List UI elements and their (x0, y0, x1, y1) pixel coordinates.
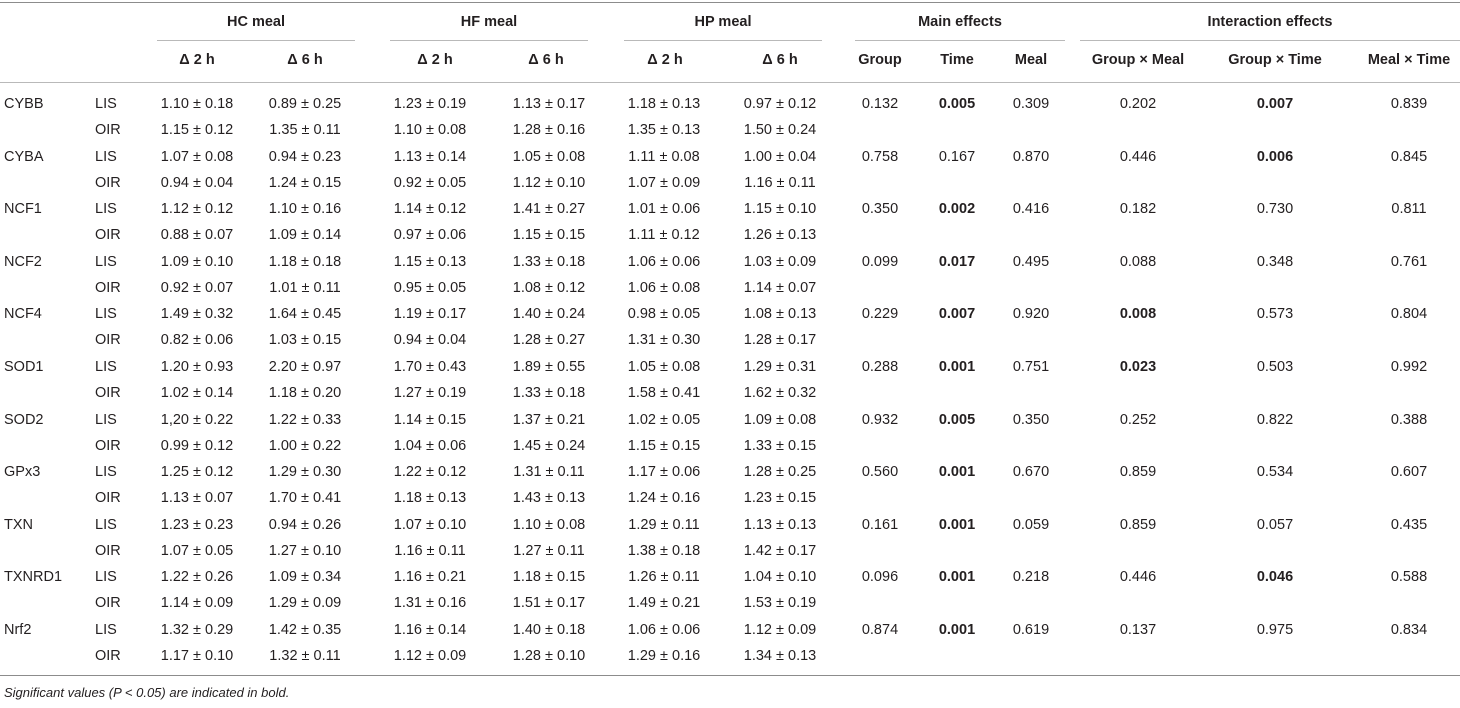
header-hp-delta-2h: Δ 2 h (647, 52, 683, 68)
p-value: 0.096 (861, 569, 899, 585)
oir-value: 1.28 ± 0.10 (512, 648, 586, 664)
p-value: 0.167 (938, 149, 976, 165)
lis-value: 1.41 ± 0.27 (512, 201, 586, 217)
oir-value: 1.62 ± 0.32 (743, 385, 817, 401)
lis-value: 1.19 ± 0.17 (393, 306, 467, 322)
oir-value: 1.35 ± 0.13 (627, 122, 701, 138)
lis-value: 1.15 ± 0.13 (393, 254, 467, 270)
oir-value: 1.23 ± 0.15 (743, 490, 817, 506)
oir-value: 0.88 ± 0.07 (160, 227, 234, 243)
oir-value: 0.92 ± 0.05 (393, 175, 467, 191)
lis-value: 1.26 ± 0.11 (628, 569, 700, 585)
lis-value: 1.13 ± 0.14 (393, 149, 467, 165)
gene-name: TXN (4, 517, 33, 533)
oir-value: 1.29 ± 0.16 (627, 648, 701, 664)
p-value: 0.859 (1119, 464, 1157, 480)
group-label-lis: LIS (95, 306, 117, 322)
oir-value: 1.29 ± 0.09 (268, 595, 342, 611)
oir-value: 1.06 ± 0.08 (627, 280, 701, 296)
lis-value: 2.20 ± 0.97 (268, 359, 342, 375)
lis-value: 1.40 ± 0.24 (512, 306, 586, 322)
oir-value: 1.38 ± 0.18 (627, 543, 701, 559)
p-value: 0.416 (1012, 201, 1050, 217)
oir-value: 1.13 ± 0.07 (160, 490, 234, 506)
oir-value: 1.07 ± 0.05 (160, 543, 234, 559)
lis-value: 1.18 ± 0.13 (627, 96, 701, 112)
gene-name: SOD2 (4, 412, 44, 428)
lis-value: 1.33 ± 0.18 (512, 254, 586, 270)
oir-value: 1.35 ± 0.11 (269, 122, 341, 138)
lis-value: 1.16 ± 0.21 (393, 569, 467, 585)
p-value: 0.005 (938, 96, 976, 112)
oir-value: 1.28 ± 0.17 (743, 332, 817, 348)
group-label-lis: LIS (95, 149, 117, 165)
group-label-oir: OIR (95, 280, 121, 296)
group-label-lis: LIS (95, 622, 117, 638)
group-label-lis: LIS (95, 201, 117, 217)
oir-value: 1.04 ± 0.06 (393, 438, 467, 454)
oir-value: 1.18 ± 0.13 (393, 490, 467, 506)
footnote: Significant values (P < 0.05) are indicated in bold. (4, 685, 290, 700)
oir-value: 1.00 ± 0.22 (268, 438, 342, 454)
p-value: 0.001 (938, 569, 976, 585)
lis-value: 1.70 ± 0.43 (393, 359, 467, 375)
oir-value: 1.58 ± 0.41 (627, 385, 701, 401)
p-value: 0.252 (1119, 412, 1157, 428)
p-value: 0.001 (938, 359, 976, 375)
oir-value: 1.24 ± 0.16 (627, 490, 701, 506)
p-value: 0.804 (1390, 306, 1428, 322)
gene-name: NCF1 (4, 201, 42, 217)
oir-value: 1.53 ± 0.19 (743, 595, 817, 611)
oir-value: 1.50 ± 0.24 (743, 122, 817, 138)
p-value: 0.229 (861, 306, 899, 322)
lis-value: 1.14 ± 0.15 (393, 412, 467, 428)
lis-value: 1.03 ± 0.09 (743, 254, 817, 270)
p-value: 0.099 (861, 254, 899, 270)
oir-value: 1.32 ± 0.11 (269, 648, 341, 664)
oir-value: 1.27 ± 0.11 (513, 543, 585, 559)
lis-value: 1.15 ± 0.10 (743, 201, 817, 217)
oir-value: 1.28 ± 0.27 (512, 332, 586, 348)
lis-value: 1.06 ± 0.06 (627, 622, 701, 638)
p-value: 0.874 (861, 622, 899, 638)
group-label-oir: OIR (95, 595, 121, 611)
p-value: 0.309 (1012, 96, 1050, 112)
table-top-rule (0, 2, 1460, 3)
group-label-oir: OIR (95, 543, 121, 559)
gene-name: Nrf2 (4, 622, 32, 638)
header-bottom-rule (0, 82, 1460, 83)
group-label-oir: OIR (95, 438, 121, 454)
p-value: 0.560 (861, 464, 899, 480)
p-value: 0.218 (1012, 569, 1050, 585)
lis-value: 1.10 ± 0.18 (160, 96, 234, 112)
oir-value: 1.33 ± 0.15 (743, 438, 817, 454)
oir-value: 1.15 ± 0.15 (627, 438, 701, 454)
p-value: 0.588 (1390, 569, 1428, 585)
p-value: 0.845 (1390, 149, 1428, 165)
p-value: 0.350 (1012, 412, 1050, 428)
p-value: 0.751 (1012, 359, 1050, 375)
oir-value: 1.27 ± 0.19 (393, 385, 467, 401)
p-value: 0.503 (1256, 359, 1294, 375)
hc-meal-rule (157, 40, 355, 41)
lis-value: 1.07 ± 0.08 (160, 149, 234, 165)
gene-name: SOD1 (4, 359, 44, 375)
lis-value: 1.13 ± 0.13 (743, 517, 817, 533)
oir-value: 1.51 ± 0.17 (512, 595, 586, 611)
oir-value: 1.09 ± 0.14 (268, 227, 342, 243)
p-value: 0.006 (1256, 149, 1294, 165)
table-bottom-rule (0, 675, 1460, 676)
oir-value: 1.31 ± 0.30 (627, 332, 701, 348)
lis-value: 1.04 ± 0.10 (743, 569, 817, 585)
gene-name: NCF4 (4, 306, 42, 322)
p-value: 0.758 (861, 149, 899, 165)
p-value: 0.761 (1390, 254, 1428, 270)
lis-value: 1.05 ± 0.08 (512, 149, 586, 165)
hf-meal-rule (390, 40, 588, 41)
p-value: 0.088 (1119, 254, 1157, 270)
lis-value: 1.29 ± 0.31 (743, 359, 817, 375)
header-hp-delta-6h: Δ 6 h (762, 52, 798, 68)
lis-value: 1.10 ± 0.16 (268, 201, 342, 217)
lis-value: 1.01 ± 0.06 (627, 201, 701, 217)
lis-value: 1.29 ± 0.30 (268, 464, 342, 480)
header-group: Group (858, 52, 902, 68)
oir-value: 0.99 ± 0.12 (160, 438, 234, 454)
p-value: 0.834 (1390, 622, 1428, 638)
lis-value: 1.28 ± 0.25 (743, 464, 817, 480)
lis-value: 1.18 ± 0.15 (512, 569, 586, 585)
lis-value: 1.42 ± 0.35 (268, 622, 342, 638)
p-value: 0.001 (938, 464, 976, 480)
p-value: 0.137 (1119, 622, 1157, 638)
p-value: 0.046 (1256, 569, 1294, 585)
p-value: 0.348 (1256, 254, 1294, 270)
lis-value: 1.22 ± 0.33 (268, 412, 342, 428)
lis-value: 1.17 ± 0.06 (627, 464, 701, 480)
p-value: 0.001 (938, 622, 976, 638)
gene-name: TXNRD1 (4, 569, 63, 585)
p-value: 0.839 (1390, 96, 1428, 112)
header-hf-delta-6h: Δ 6 h (528, 52, 564, 68)
lis-value: 1.11 ± 0.08 (628, 149, 700, 165)
oir-value: 0.92 ± 0.07 (160, 280, 234, 296)
lis-value: 1.07 ± 0.10 (393, 517, 467, 533)
p-value: 0.822 (1256, 412, 1294, 428)
lis-value: 1.12 ± 0.12 (160, 201, 234, 217)
header-hf-delta-2h: Δ 2 h (417, 52, 453, 68)
p-value: 0.017 (938, 254, 976, 270)
oir-value: 1.15 ± 0.12 (160, 122, 234, 138)
p-value: 0.859 (1119, 517, 1157, 533)
oir-value: 1.15 ± 0.15 (512, 227, 586, 243)
p-value: 0.059 (1012, 517, 1050, 533)
lis-value: 1.09 ± 0.10 (160, 254, 234, 270)
gene-name: NCF2 (4, 254, 42, 270)
group-label-lis: LIS (95, 517, 117, 533)
lis-value: 1.16 ± 0.14 (393, 622, 467, 638)
lis-value: 1.89 ± 0.55 (512, 359, 586, 375)
p-value: 0.001 (938, 517, 976, 533)
p-value: 0.534 (1256, 464, 1294, 480)
oir-value: 1.12 ± 0.10 (512, 175, 586, 191)
p-value: 0.992 (1390, 359, 1428, 375)
header-main-effects: Main effects (918, 14, 1002, 30)
oir-value: 1.31 ± 0.16 (393, 595, 467, 611)
lis-value: 1.49 ± 0.32 (160, 306, 234, 322)
hp-meal-rule (624, 40, 822, 41)
p-value: 0.132 (861, 96, 899, 112)
p-value: 0.008 (1119, 306, 1157, 322)
p-value: 0.007 (938, 306, 976, 322)
group-label-lis: LIS (95, 359, 117, 375)
oir-value: 1.18 ± 0.20 (268, 385, 342, 401)
lis-value: 1.13 ± 0.17 (512, 96, 586, 112)
oir-value: 1.24 ± 0.15 (268, 175, 342, 191)
oir-value: 1.70 ± 0.41 (268, 490, 342, 506)
gene-name: CYBB (4, 96, 44, 112)
p-value: 0.495 (1012, 254, 1050, 270)
p-value: 0.619 (1012, 622, 1050, 638)
lis-value: 1.22 ± 0.12 (393, 464, 467, 480)
oir-value: 1.14 ± 0.09 (160, 595, 234, 611)
header-meal-x-time: Meal × Time (1367, 52, 1451, 68)
p-value: 0.202 (1119, 96, 1157, 112)
oir-value: 0.82 ± 0.06 (160, 332, 234, 348)
gene-name: CYBA (4, 149, 44, 165)
oir-value: 1.11 ± 0.12 (628, 227, 700, 243)
p-value: 0.388 (1390, 412, 1428, 428)
lis-value: 1.00 ± 0.04 (743, 149, 817, 165)
interaction-effects-rule (1080, 40, 1460, 41)
oir-value: 0.94 ± 0.04 (393, 332, 467, 348)
lis-value: 1.22 ± 0.26 (160, 569, 234, 585)
p-value: 0.182 (1119, 201, 1157, 217)
p-value: 0.870 (1012, 149, 1050, 165)
lis-value: 1.08 ± 0.13 (743, 306, 817, 322)
lis-value: 1.37 ± 0.21 (512, 412, 586, 428)
lis-value: 1.29 ± 0.11 (628, 517, 700, 533)
oir-value: 1.16 ± 0.11 (394, 543, 466, 559)
group-label-oir: OIR (95, 648, 121, 664)
oir-value: 1.33 ± 0.18 (512, 385, 586, 401)
p-value: 0.920 (1012, 306, 1050, 322)
group-label-lis: LIS (95, 412, 117, 428)
lis-value: 1.09 ± 0.08 (743, 412, 817, 428)
oir-value: 1.03 ± 0.15 (268, 332, 342, 348)
oir-value: 1.10 ± 0.08 (393, 122, 467, 138)
lis-value: 1.23 ± 0.19 (393, 96, 467, 112)
header-hc-delta-6h: Δ 6 h (287, 52, 323, 68)
oir-value: 1.12 ± 0.09 (393, 648, 467, 664)
group-label-oir: OIR (95, 385, 121, 401)
gene-name: GPx3 (4, 464, 41, 480)
lis-value: 1.31 ± 0.11 (513, 464, 585, 480)
p-value: 0.002 (938, 201, 976, 217)
header-hf-meal: HF meal (460, 14, 518, 30)
group-label-oir: OIR (95, 490, 121, 506)
lis-value: 1.18 ± 0.18 (268, 254, 342, 270)
p-value: 0.057 (1256, 517, 1294, 533)
lis-value: 0.89 ± 0.25 (268, 96, 342, 112)
lis-value: 1.20 ± 0.93 (160, 359, 234, 375)
header-hc-delta-2h: Δ 2 h (179, 52, 215, 68)
oir-value: 1.26 ± 0.13 (743, 227, 817, 243)
group-label-lis: LIS (95, 569, 117, 585)
oir-value: 1.14 ± 0.07 (743, 280, 817, 296)
lis-value: 1.09 ± 0.34 (268, 569, 342, 585)
group-label-lis: LIS (95, 254, 117, 270)
lis-value: 1.40 ± 0.18 (512, 622, 586, 638)
p-value: 0.932 (861, 412, 899, 428)
oir-value: 1.34 ± 0.13 (743, 648, 817, 664)
lis-value: 1.23 ± 0.23 (160, 517, 234, 533)
oir-value: 0.95 ± 0.05 (393, 280, 467, 296)
oir-value: 1.49 ± 0.21 (627, 595, 701, 611)
oir-value: 1.07 ± 0.09 (627, 175, 701, 191)
lis-value: 1.14 ± 0.12 (393, 201, 467, 217)
p-value: 0.435 (1390, 517, 1428, 533)
lis-value: 1.12 ± 0.09 (743, 622, 817, 638)
header-group-x-time: Group × Time (1228, 52, 1322, 68)
oir-value: 1.01 ± 0.11 (269, 280, 341, 296)
lis-value: 0.94 ± 0.26 (268, 517, 342, 533)
p-value: 0.288 (861, 359, 899, 375)
lis-value: 1.02 ± 0.05 (627, 412, 701, 428)
lis-value: 1.64 ± 0.45 (268, 306, 342, 322)
p-value: 0.446 (1119, 149, 1157, 165)
oir-value: 1.42 ± 0.17 (743, 543, 817, 559)
p-value: 0.573 (1256, 306, 1294, 322)
p-value: 0.350 (861, 201, 899, 217)
p-value: 0.005 (938, 412, 976, 428)
header-time: Time (940, 52, 974, 68)
oir-value: 1.45 ± 0.24 (512, 438, 586, 454)
lis-value: 1.25 ± 0.12 (160, 464, 234, 480)
header-group-x-meal: Group × Meal (1091, 52, 1185, 68)
group-label-oir: OIR (95, 122, 121, 138)
oir-value: 1.08 ± 0.12 (512, 280, 586, 296)
header-hp-meal: HP meal (694, 14, 752, 30)
group-label-oir: OIR (95, 175, 121, 191)
lis-value: 1.32 ± 0.29 (160, 622, 234, 638)
p-value: 0.811 (1391, 201, 1427, 217)
oir-value: 1.16 ± 0.11 (744, 175, 816, 191)
group-label-lis: LIS (95, 464, 117, 480)
lis-value: 1,20 ± 0.22 (160, 412, 234, 428)
oir-value: 1.28 ± 0.16 (512, 122, 586, 138)
p-value: 0.007 (1256, 96, 1294, 112)
lis-value: 0.98 ± 0.05 (627, 306, 701, 322)
lis-value: 0.97 ± 0.12 (743, 96, 817, 112)
oir-value: 1.43 ± 0.13 (512, 490, 586, 506)
header-interaction-effects: Interaction effects (1207, 14, 1333, 30)
p-value: 0.023 (1119, 359, 1157, 375)
p-value: 0.730 (1256, 201, 1294, 217)
lis-value: 1.10 ± 0.08 (512, 517, 586, 533)
group-label-oir: OIR (95, 227, 121, 243)
oir-value: 0.97 ± 0.06 (393, 227, 467, 243)
lis-value: 0.94 ± 0.23 (268, 149, 342, 165)
oir-value: 1.02 ± 0.14 (160, 385, 234, 401)
p-value: 0.975 (1256, 622, 1294, 638)
header-meal: Meal (1014, 52, 1048, 68)
oir-value: 1.27 ± 0.10 (268, 543, 342, 559)
lis-value: 1.05 ± 0.08 (627, 359, 701, 375)
p-value: 0.607 (1390, 464, 1428, 480)
group-label-oir: OIR (95, 332, 121, 348)
lis-value: 1.06 ± 0.06 (627, 254, 701, 270)
oir-value: 0.94 ± 0.04 (160, 175, 234, 191)
header-hc-meal: HC meal (226, 14, 286, 30)
group-label-lis: LIS (95, 96, 117, 112)
p-value: 0.446 (1119, 569, 1157, 585)
main-effects-rule (855, 40, 1065, 41)
p-value: 0.670 (1012, 464, 1050, 480)
oir-value: 1.17 ± 0.10 (160, 648, 234, 664)
p-value: 0.161 (861, 517, 899, 533)
